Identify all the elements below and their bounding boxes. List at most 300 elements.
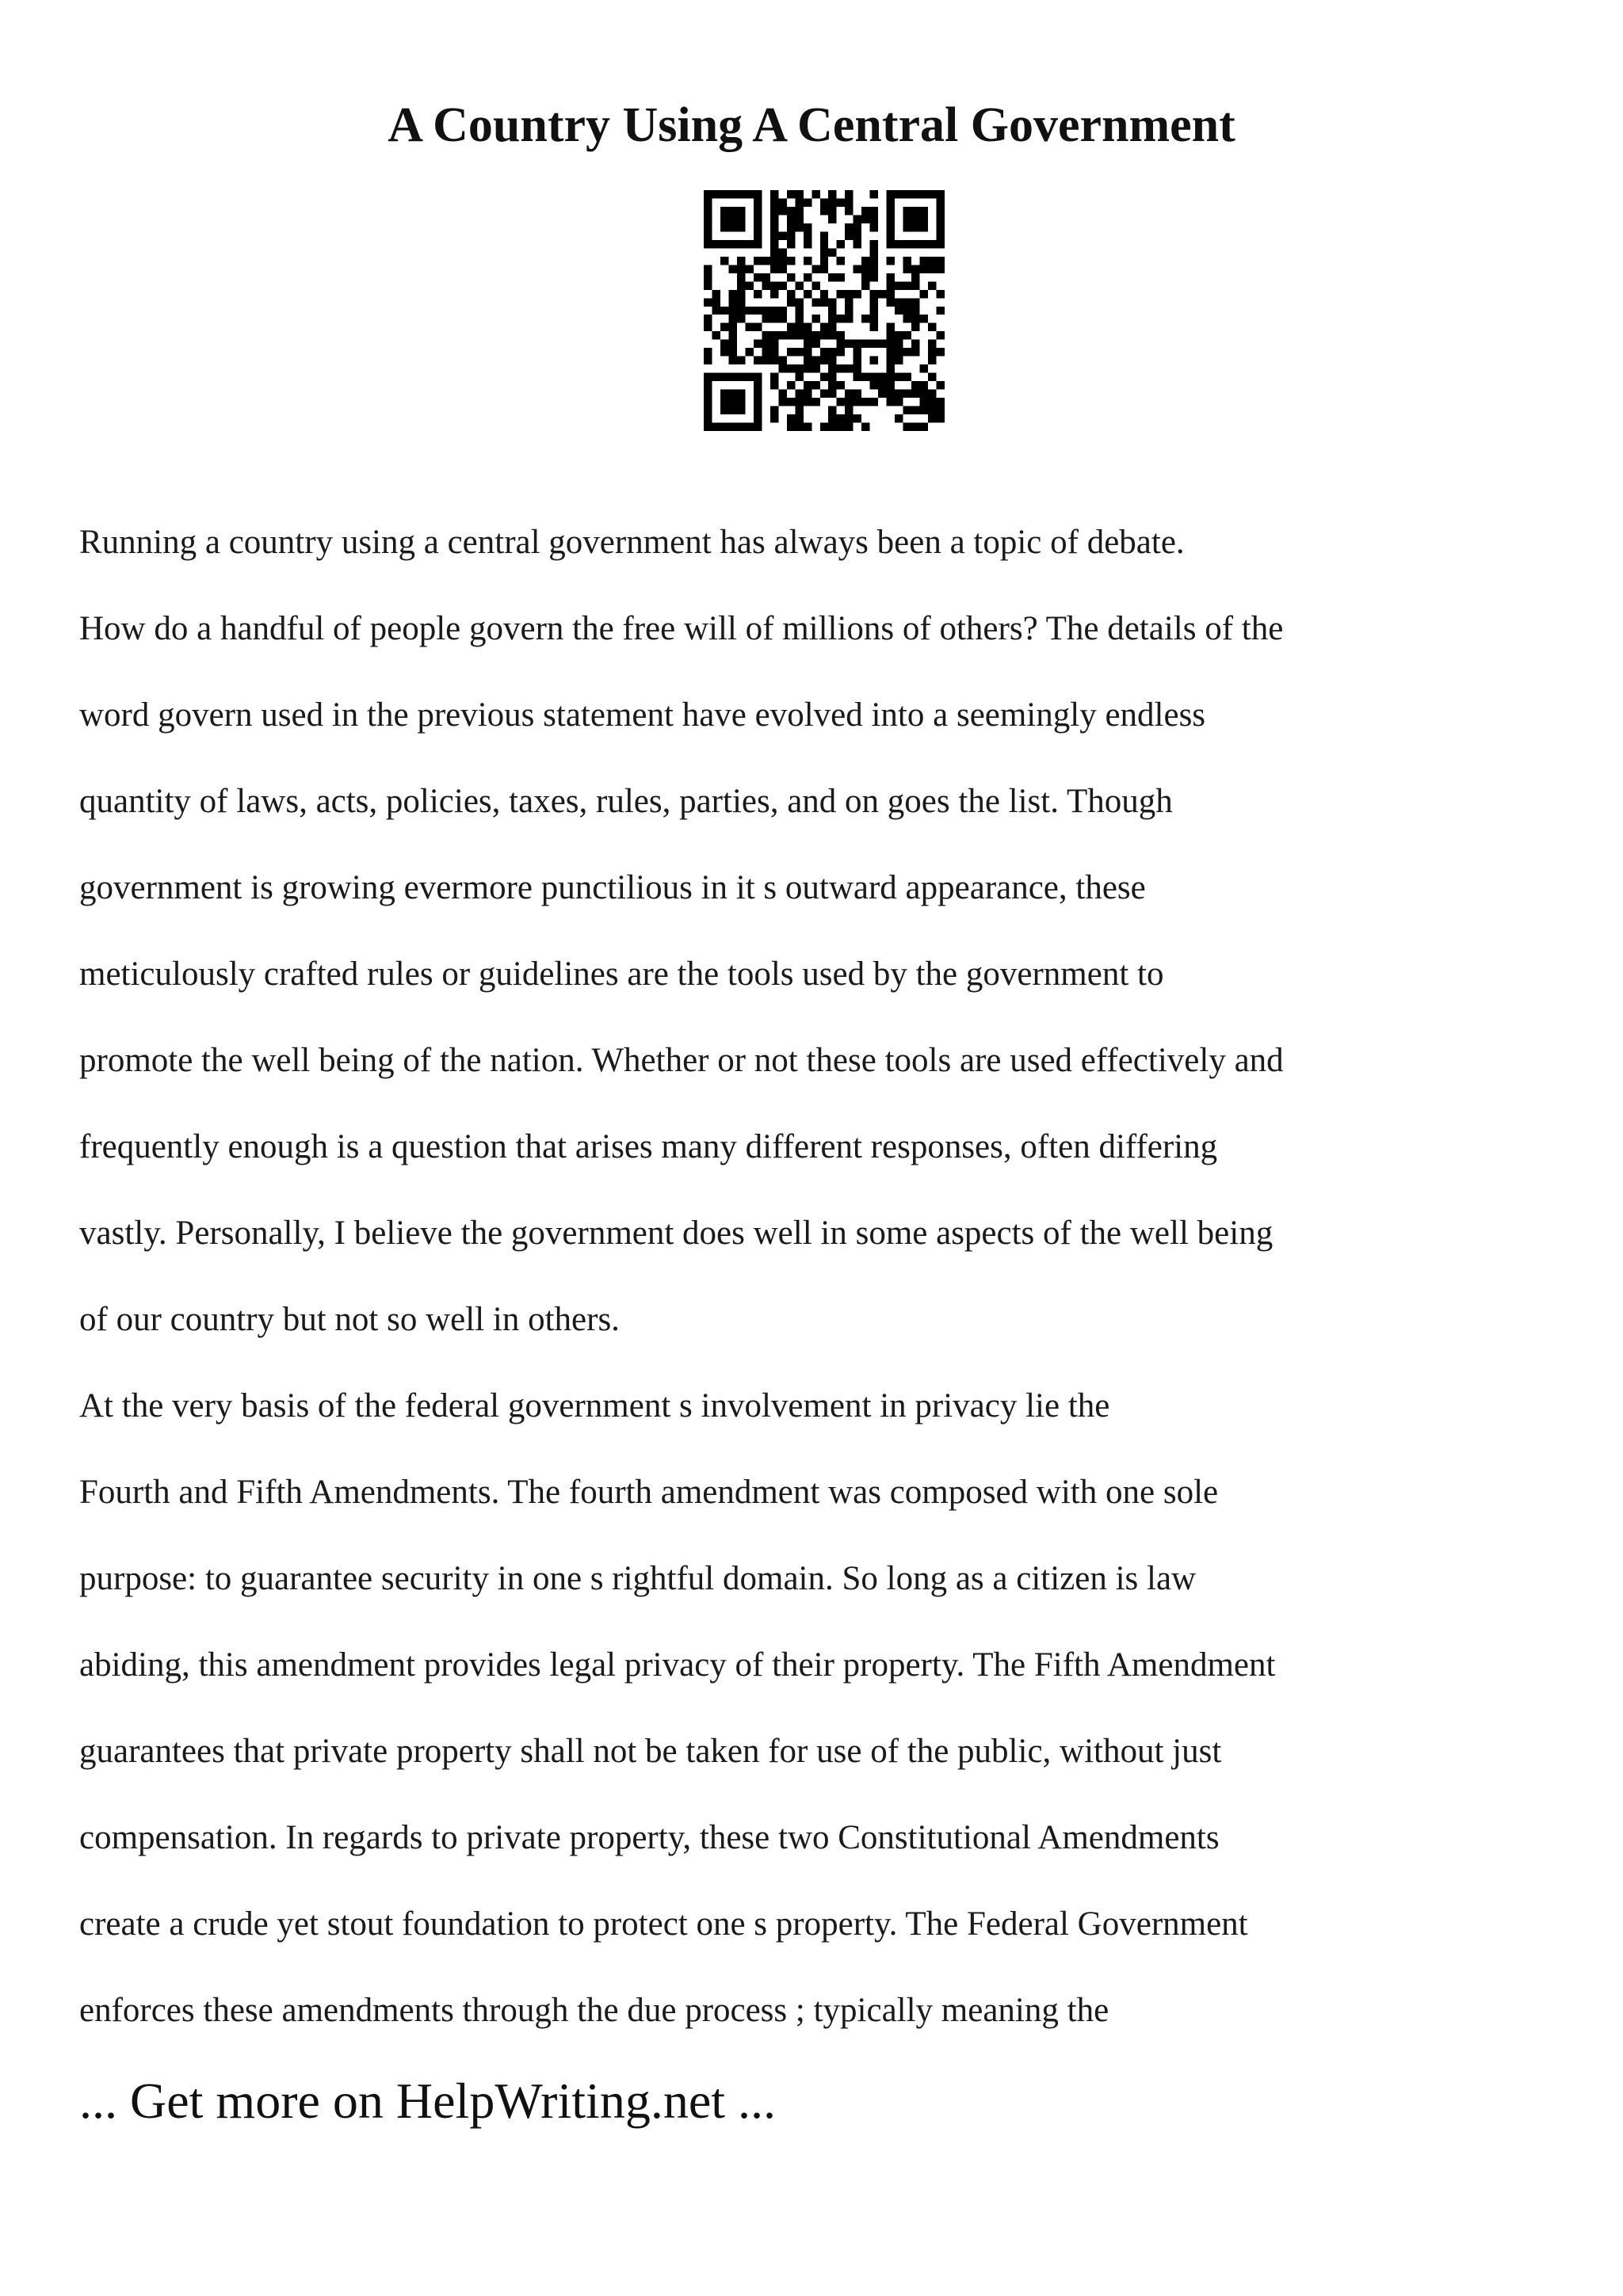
- qr-module: [828, 323, 836, 331]
- qr-module: [903, 215, 911, 223]
- essay-line: Fourth and Fifth Amendments. The fourth amendment was composed with one sole: [79, 1474, 1219, 1511]
- qr-module: [845, 190, 853, 198]
- qr-module: [804, 257, 812, 265]
- qr-module: [728, 423, 736, 431]
- qr-module: [778, 207, 786, 215]
- qr-module: [812, 340, 819, 348]
- qr-module: [770, 406, 778, 414]
- qr-module: [754, 414, 762, 422]
- qr-module: [837, 340, 845, 348]
- qr-module: [895, 331, 903, 339]
- qr-module: [754, 207, 762, 215]
- qr-module: [812, 265, 819, 273]
- qr-module: [754, 257, 762, 265]
- qr-module: [804, 323, 812, 331]
- qr-module: [845, 414, 853, 422]
- essay-line: compensation. In regards to private property, these two Constitutional Amendments: [79, 1819, 1220, 1856]
- qr-module: [820, 357, 828, 364]
- qr-module: [928, 323, 936, 331]
- qr-module: [712, 373, 720, 381]
- qr-module: [804, 290, 812, 298]
- qr-module: [828, 298, 836, 306]
- qr-module: [737, 215, 745, 223]
- qr-module: [728, 190, 736, 198]
- qr-module: [778, 331, 786, 339]
- qr-module: [787, 190, 795, 198]
- qr-module: [861, 265, 869, 273]
- qr-module: [745, 348, 753, 356]
- qr-module: [787, 215, 795, 223]
- qr-module: [870, 207, 878, 215]
- qr-module: [737, 273, 745, 281]
- essay-line: frequently enough is a question that arises many different responses, often differing: [79, 1128, 1218, 1165]
- qr-module: [795, 398, 803, 406]
- qr-module: [795, 390, 803, 398]
- essay-line: enforces these amendments through the due process ; typically meaning the: [79, 1992, 1109, 2029]
- qr-module: [887, 240, 895, 248]
- qr-module: [820, 348, 828, 356]
- qr-module: [737, 390, 745, 398]
- qr-module: [854, 290, 861, 298]
- qr-module: [887, 390, 895, 398]
- qr-module: [837, 348, 845, 356]
- qr-module: [837, 273, 845, 281]
- qr-module: [720, 348, 728, 356]
- qr-module: [728, 298, 736, 306]
- qr-module: [787, 298, 795, 306]
- qr-module: [754, 340, 762, 348]
- qr-module: [795, 414, 803, 422]
- qr-module: [787, 240, 795, 248]
- qr-module: [903, 298, 911, 306]
- qr-module: [712, 307, 720, 315]
- qr-module: [861, 215, 869, 223]
- qr-module: [911, 273, 919, 281]
- qr-module: [911, 348, 919, 356]
- qr-module: [754, 290, 762, 298]
- qr-module: [770, 307, 778, 315]
- qr-module: [920, 207, 928, 215]
- qr-module: [704, 281, 712, 289]
- qr-module: [903, 190, 911, 198]
- qr-module: [704, 298, 712, 306]
- qr-module: [928, 190, 936, 198]
- qr-module: [737, 423, 745, 431]
- qr-module: [754, 307, 762, 315]
- qr-module: [745, 307, 753, 315]
- qr-module: [762, 281, 769, 289]
- qr-module: [728, 240, 736, 248]
- qr-module: [762, 357, 769, 364]
- qr-module: [770, 265, 778, 273]
- qr-module: [754, 406, 762, 414]
- qr-module: [911, 381, 919, 389]
- qr-module: [762, 257, 769, 265]
- qr-module: [778, 315, 786, 322]
- qr-module: [787, 348, 795, 356]
- qr-module: [820, 248, 828, 256]
- qr-module: [845, 340, 853, 348]
- qr-module: [920, 190, 928, 198]
- qr-module: [870, 357, 878, 364]
- qr-module: [928, 406, 936, 414]
- qr-module: [828, 373, 836, 381]
- qr-module: [937, 348, 945, 356]
- qr-module: [804, 198, 812, 206]
- qr-module: [745, 423, 753, 431]
- qr-module: [812, 315, 819, 322]
- qr-module: [861, 373, 869, 381]
- qr-module: [745, 373, 753, 381]
- qr-module: [820, 390, 828, 398]
- qr-module: [911, 298, 919, 306]
- qr-module: [754, 373, 762, 381]
- qr-module: [920, 265, 928, 273]
- qr-module: [920, 390, 928, 398]
- qr-module: [787, 423, 795, 431]
- qr-module: [828, 307, 836, 315]
- qr-module: [854, 223, 861, 231]
- qr-module: [828, 198, 836, 206]
- qr-module: [895, 398, 903, 406]
- qr-module: [911, 190, 919, 198]
- qr-module: [712, 240, 720, 248]
- qr-module: [737, 307, 745, 315]
- qr-module: [820, 290, 828, 298]
- qr-module: [903, 373, 911, 381]
- qr-module: [887, 290, 895, 298]
- qr-module: [878, 390, 886, 398]
- qr-module: [704, 357, 712, 364]
- qr-module: [820, 323, 828, 331]
- qr-module: [704, 406, 712, 414]
- qr-module: [778, 398, 786, 406]
- qr-module: [770, 381, 778, 389]
- qr-module: [770, 290, 778, 298]
- qr-module: [712, 423, 720, 431]
- qr-module: [737, 406, 745, 414]
- qr-module: [828, 273, 836, 281]
- qr-module: [937, 257, 945, 265]
- qr-module: [937, 223, 945, 231]
- qr-module: [903, 307, 911, 315]
- qr-module: [720, 398, 728, 406]
- qr-module: [712, 290, 720, 298]
- qr-module: [737, 257, 745, 265]
- qr-module: [887, 381, 895, 389]
- qr-module: [928, 240, 936, 248]
- qr-module: [787, 414, 795, 422]
- qr-module: [861, 398, 869, 406]
- qr-module: [911, 423, 919, 431]
- qr-module: [861, 207, 869, 215]
- qr-module: [870, 315, 878, 322]
- qr-module: [903, 331, 911, 339]
- qr-module: [887, 215, 895, 223]
- qr-module: [903, 281, 911, 289]
- qr-module: [770, 248, 778, 256]
- qr-module: [795, 223, 803, 231]
- qr-module: [754, 190, 762, 198]
- qr-module: [854, 364, 861, 372]
- qr-module: [812, 381, 819, 389]
- qr-module: [887, 257, 895, 265]
- qr-module: [804, 348, 812, 356]
- qr-module: [878, 381, 886, 389]
- qr-module: [887, 207, 895, 215]
- qr-module: [828, 215, 836, 223]
- qr-module: [911, 207, 919, 215]
- qr-module: [754, 223, 762, 231]
- qr-module: [704, 223, 712, 231]
- qr-module: [720, 390, 728, 398]
- qr-module: [720, 340, 728, 348]
- qr-module: [870, 248, 878, 256]
- qr-module: [787, 398, 795, 406]
- qr-module: [704, 348, 712, 356]
- qr-module: [720, 215, 728, 223]
- qr-module: [704, 240, 712, 248]
- qr-module: [828, 248, 836, 256]
- qr-module: [937, 231, 945, 239]
- qr-module: [762, 273, 769, 281]
- qr-module: [911, 390, 919, 398]
- qr-module: [861, 423, 869, 431]
- qr-module: [854, 398, 861, 406]
- qr-module: [712, 331, 720, 339]
- get-more-link[interactable]: ... Get more on HelpWriting.net ...: [79, 2073, 776, 2129]
- qr-module: [937, 398, 945, 406]
- qr-module: [845, 231, 853, 239]
- qr-module: [820, 240, 828, 248]
- qr-module: [804, 398, 812, 406]
- qr-module: [854, 340, 861, 348]
- qr-module: [887, 348, 895, 356]
- qr-module: [828, 381, 836, 389]
- qr-module: [787, 207, 795, 215]
- qr-module: [828, 364, 836, 372]
- qr-module: [870, 340, 878, 348]
- qr-module: [737, 290, 745, 298]
- qr-module: [928, 340, 936, 348]
- qr-module: [911, 406, 919, 414]
- qr-module: [770, 331, 778, 339]
- qr-module: [854, 231, 861, 239]
- qr-module: [854, 348, 861, 356]
- qr-module: [795, 315, 803, 322]
- qr-module: [787, 323, 795, 331]
- qr-module: [770, 315, 778, 322]
- qr-module: [928, 257, 936, 265]
- qr-module: [704, 315, 712, 322]
- qr-module: [854, 414, 861, 422]
- qr-module: [903, 348, 911, 356]
- qr-module: [737, 315, 745, 322]
- qr-module: [887, 190, 895, 198]
- qr-module: [870, 240, 878, 248]
- qr-module: [920, 223, 928, 231]
- qr-module: [920, 315, 928, 322]
- qr-module: [720, 373, 728, 381]
- qr-module: [778, 390, 786, 398]
- qr-module: [937, 190, 945, 198]
- qr-module: [928, 281, 936, 289]
- qr-module: [728, 357, 736, 364]
- qr-module: [828, 190, 836, 198]
- qr-module: [728, 373, 736, 381]
- qr-module: [828, 406, 836, 414]
- qr-module: [804, 223, 812, 231]
- qr-module: [845, 207, 853, 215]
- qr-module: [937, 240, 945, 248]
- qr-module: [895, 281, 903, 289]
- qr-module: [820, 423, 828, 431]
- qr-module: [920, 240, 928, 248]
- qr-module: [828, 357, 836, 364]
- qr-module: [720, 190, 728, 198]
- essay-line: promote the well being of the nation. Whether or not these tools are used effectively and: [79, 1042, 1284, 1079]
- qr-module: [837, 315, 845, 322]
- qr-module: [728, 340, 736, 348]
- qr-module: [812, 364, 819, 372]
- qr-module: [854, 390, 861, 398]
- qr-module: [820, 207, 828, 215]
- qr-module: [828, 348, 836, 356]
- qr-module: [754, 215, 762, 223]
- qr-module: [887, 198, 895, 206]
- qr-module: [737, 207, 745, 215]
- qr-module: [770, 240, 778, 248]
- qr-module: [795, 373, 803, 381]
- qr-module: [937, 215, 945, 223]
- qr-module: [870, 398, 878, 406]
- qr-module: [762, 315, 769, 322]
- qr-module: [828, 331, 836, 339]
- qr-module: [920, 290, 928, 298]
- qr-module: [720, 240, 728, 248]
- qr-module: [828, 414, 836, 422]
- qr-module: [937, 207, 945, 215]
- qr-module: [820, 373, 828, 381]
- qr-module: [778, 307, 786, 315]
- qr-module: [895, 390, 903, 398]
- qr-module: [728, 223, 736, 231]
- qr-module: [911, 223, 919, 231]
- qr-module: [804, 381, 812, 389]
- qr-module: [804, 423, 812, 431]
- qr-module: [887, 298, 895, 306]
- qr-module: [928, 357, 936, 364]
- qr-module: [870, 298, 878, 306]
- qr-module: [895, 307, 903, 315]
- qr-module: [928, 390, 936, 398]
- qr-module: [704, 398, 712, 406]
- qr-module: [887, 223, 895, 231]
- qr-module: [854, 265, 861, 273]
- qr-module: [937, 381, 945, 389]
- qr-module: [795, 323, 803, 331]
- qr-module: [845, 290, 853, 298]
- qr-module: [878, 340, 886, 348]
- qr-module: [812, 298, 819, 306]
- qr-module: [920, 381, 928, 389]
- qr-module: [720, 307, 728, 315]
- qr-module: [837, 414, 845, 422]
- qr-module: [728, 398, 736, 406]
- qr-module: [870, 265, 878, 273]
- qr-module: [795, 364, 803, 372]
- qr-module: [787, 257, 795, 265]
- qr-module: [728, 207, 736, 215]
- qr-module: [861, 257, 869, 265]
- qr-module: [778, 231, 786, 239]
- qr-module: [787, 290, 795, 298]
- qr-module: [704, 265, 712, 273]
- qr-module: [828, 423, 836, 431]
- qr-module: [870, 223, 878, 231]
- qr-module: [870, 190, 878, 198]
- qr-module: [770, 281, 778, 289]
- qr-module: [845, 223, 853, 231]
- qr-module: [887, 273, 895, 281]
- qr-module: [770, 357, 778, 364]
- qr-module: [920, 423, 928, 431]
- qr-module: [887, 323, 895, 331]
- qr-module: [870, 323, 878, 331]
- qr-module: [762, 340, 769, 348]
- qr-module: [845, 298, 853, 306]
- qr-module: [787, 331, 795, 339]
- qr-module: [712, 298, 720, 306]
- qr-module: [754, 231, 762, 239]
- qr-module: [920, 406, 928, 414]
- qr-module: [704, 198, 712, 206]
- qr-module: [928, 373, 936, 381]
- qr-module: [728, 290, 736, 298]
- qr-module: [870, 381, 878, 389]
- qr-module: [754, 198, 762, 206]
- qr-module: [778, 265, 786, 273]
- qr-module: [845, 390, 853, 398]
- qr-module: [770, 340, 778, 348]
- qr-module: [770, 414, 778, 422]
- qr-module: [903, 223, 911, 231]
- qr-module: [737, 398, 745, 406]
- qr-module: [762, 348, 769, 356]
- qr-module: [837, 290, 845, 298]
- qr-module: [828, 390, 836, 398]
- qr-module: [754, 240, 762, 248]
- qr-module: [937, 414, 945, 422]
- qr-module: [728, 331, 736, 339]
- qr-module: [704, 381, 712, 389]
- qr-module: [937, 290, 945, 298]
- qr-module: [778, 248, 786, 256]
- qr-module: [903, 207, 911, 215]
- qr-module: [895, 414, 903, 422]
- qr-module: [704, 215, 712, 223]
- qr-module: [795, 215, 803, 223]
- qr-module: [795, 281, 803, 289]
- qr-module: [804, 231, 812, 239]
- qr-module: [828, 315, 836, 322]
- qr-module: [737, 190, 745, 198]
- qr-module: [804, 240, 812, 248]
- qr-module: [845, 364, 853, 372]
- qr-module: [937, 307, 945, 315]
- qr-module: [911, 315, 919, 322]
- qr-module: [837, 423, 845, 431]
